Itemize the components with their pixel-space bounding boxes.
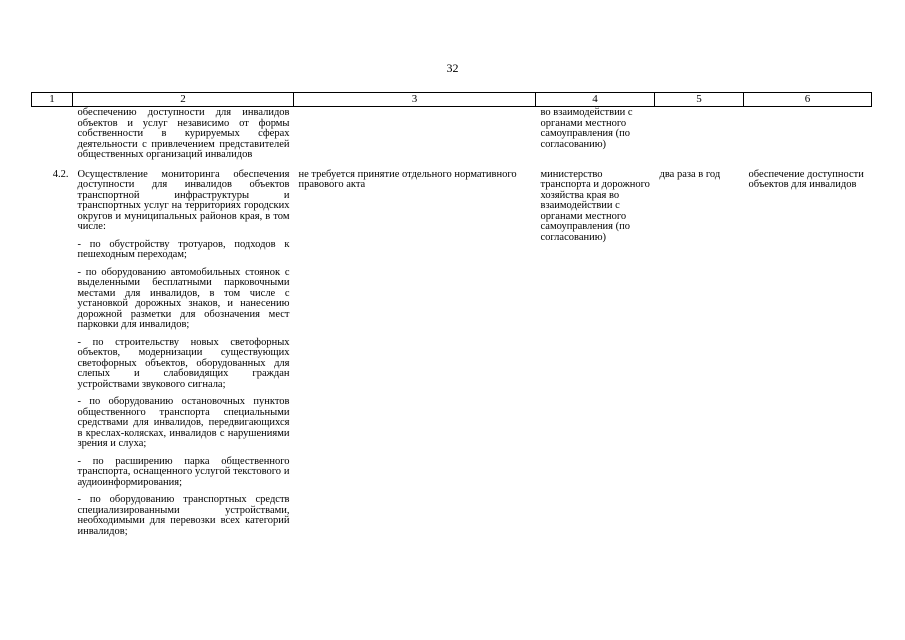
cell-responsible — [536, 170, 655, 538]
table-row-continuation — [32, 107, 872, 170]
header-col-4: 4 — [536, 93, 655, 107]
header-col-1: 1 — [32, 93, 73, 107]
cell-num — [32, 107, 73, 170]
cell-result — [744, 170, 872, 538]
header-col-5: 5 — [655, 93, 744, 107]
header-col-6: 6 — [744, 93, 872, 107]
list-item: - по оборудованию остановочных пунктов общественного транспорта специальными средствами для инвалидов, передвигающихся в креслах-колясках, инвалидов с нарушениями зрения и слуха; — [77, 396, 290, 449]
document-text: не требуется принятие отдельного нормативного правового акта — [298, 168, 517, 190]
cell-document — [294, 170, 536, 538]
header-row — [32, 93, 872, 107]
header-col-2: 2 — [73, 93, 294, 107]
responsible-text: министерство транспорта и дорожного хозяйства края во взаимодействии с органами местного самоуправления (по согласованию) — [540, 168, 650, 243]
cell-result — [744, 107, 872, 170]
deadline-text: два раза в год — [659, 168, 721, 180]
list-item: - по оборудованию автомобильных стоянок с выделенными бесплатными парковочными местами для инвалидов, в том числе с установкой дорожных знаков, и нанесению дорожной разметки для обозначения мест парковки для инвалидов; — [77, 266, 290, 330]
measure-lead: Осуществление мониторинга обеспечения доступности для инвалидов объектов транспортной инфраструктуры и транспортных услуг на территориях городских округов и муниципальных районов края, в том числе: — [77, 168, 290, 232]
list-item: - по расширению парка общественного транспорта, оснащенного услугой текстового и аудиоинформирования; — [77, 455, 290, 488]
measure-text: обеспечению доступности для инвалидов объектов и услуг независимо от формы собственности в курируемых сферах деятельности с привлечением представителей общественных организаций инвалидов — [77, 107, 290, 160]
measures-table — [31, 92, 872, 537]
table-row-4-2 — [32, 170, 872, 538]
measure-items — [78, 240, 290, 538]
cell-responsible — [536, 107, 655, 170]
cell-document — [294, 107, 536, 170]
cell-deadline — [655, 170, 744, 538]
responsible-text: во взаимодействии с органами местного самоуправления (по согласованию) — [540, 107, 633, 150]
page-number: 32 — [446, 61, 459, 75]
result-text: обеспечение доступности объектов для инвалидов — [748, 168, 864, 190]
cell-deadline — [655, 107, 744, 170]
cell-measure — [73, 170, 294, 538]
list-item: - по оборудованию транспортных средств специализированными устройствами, необходимыми для перевозки всех категорий инвалидов; — [77, 494, 290, 537]
cell-measure — [73, 107, 294, 170]
list-item: - по строительству новых светофорных объектов, модернизации существующих светофорных объектов, оборудованных для слепых и слабовидящих граждан устройствами звукового сигнала; — [77, 336, 290, 390]
list-item: - по обустройству тротуаров, подходов к пешеходным переходам; — [77, 238, 290, 260]
header-col-3: 3 — [294, 93, 536, 107]
row-number: 4.2. — [52, 168, 69, 180]
